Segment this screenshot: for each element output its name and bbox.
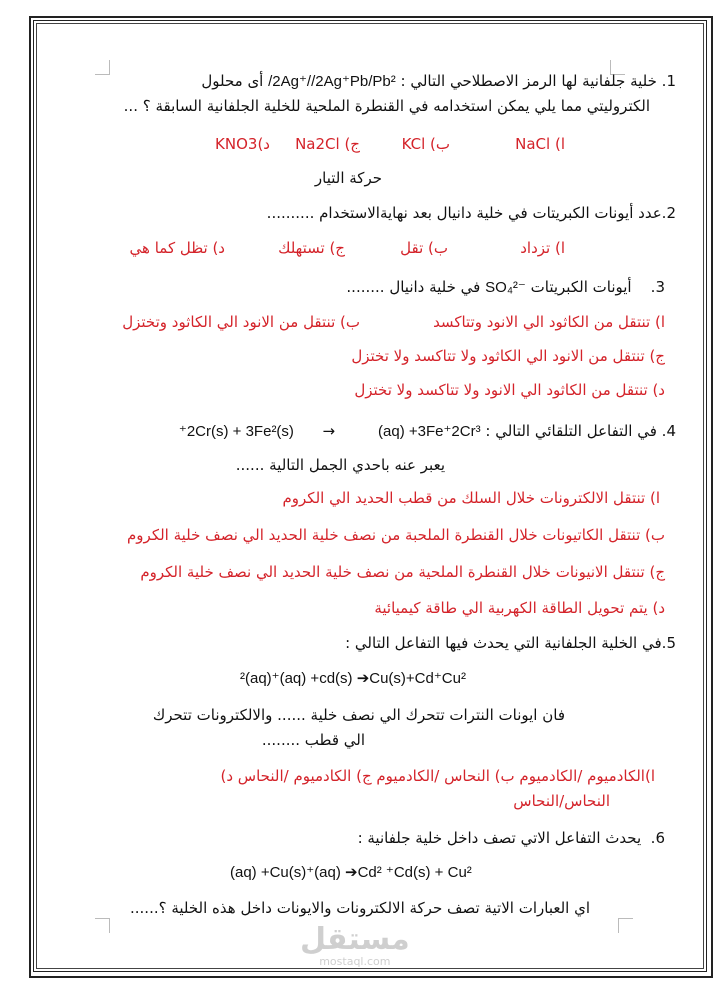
option-c[interactable]: ج) تنتقل من الانود الي الكاثود ولا تتاكسد ولا تختزل xyxy=(351,347,665,365)
question-text: أى محلول xyxy=(201,72,264,90)
watermark-url: mostaql.com xyxy=(319,955,391,968)
option-d[interactable]: د)KNO3 xyxy=(215,135,270,153)
option-c[interactable]: ج) تستهلك xyxy=(278,239,345,257)
question-text: في التفاعل التلقائي التالي : xyxy=(485,422,657,440)
question-2 xyxy=(267,202,676,224)
equation: (aq) +Cu(s)⁺(aq) ➔Cd² ⁺Cd(s) + Cu² xyxy=(230,864,472,881)
question-number: 2. xyxy=(661,204,676,222)
option-b[interactable]: ب) KCl xyxy=(401,135,450,153)
question-5 xyxy=(345,632,676,654)
note-text: حركة التيار xyxy=(314,169,382,187)
question-1 xyxy=(201,70,676,93)
question-number: 5. xyxy=(661,634,676,652)
option-a[interactable]: ا) NaCl xyxy=(515,135,565,153)
cell-notation: /2Ag⁺//2Ag⁺Pb/Pb² xyxy=(268,73,396,90)
option-d[interactable]: د) تنتقل من الكاثود الي الانود ولا تتاكسد ولا تختزل xyxy=(354,381,665,399)
margin-mark xyxy=(95,60,110,75)
equation: ²(aq)⁺(aq) +cd(s) ➔Cu(s)+Cd⁺Cu² xyxy=(240,670,466,687)
question-text: يحدث التفاعل الاتي تصف داخل خلية جلفانية : xyxy=(357,829,642,847)
arrow-icon: → xyxy=(322,422,336,440)
equation-part: (aq) +3Fe⁺2Cr³ xyxy=(378,423,481,440)
question-text: في خلية دانيال ........ xyxy=(346,278,481,296)
question-text: فان ايونات النترات تتحرك الي نصف خلية ...... والالكترونات تتحرك xyxy=(152,706,565,724)
question-text: أيونات الكبريتات xyxy=(530,278,632,296)
option-c[interactable]: ج) Na2Cl xyxy=(295,135,360,153)
question-number: 6. xyxy=(650,829,665,847)
equation-part: ⁺2Cr(s) + 3Fe²(s) xyxy=(178,423,294,440)
option-b[interactable]: ب) تنتقل الكاتيونات خلال القنطرة الملحبة من نصف خلية الحديد الي نصف خلية الكروم xyxy=(127,526,665,544)
question-4 xyxy=(179,420,676,443)
formula: SO₄²⁻ xyxy=(485,279,526,296)
option-a[interactable]: ا) تنتقل الالكترونات خلال السلك من قطب الحديد الي الكروم xyxy=(282,489,660,507)
margin-mark xyxy=(95,918,110,933)
question-text: الكتروليتي مما يلي يمكن استخدامه في القنطرة الملحية للخلية الجلفانية السابقة ؟ ... xyxy=(123,97,650,115)
option-a[interactable]: ا) تزداد xyxy=(520,239,565,257)
option-d[interactable]: د) تظل كما هي xyxy=(129,239,225,257)
question-3 xyxy=(346,276,665,299)
question-number: 1. xyxy=(661,72,676,90)
question-text: عدد أيونات الكبريتات في خلية دانيال بعد نهايةالاستخدام .......... xyxy=(266,204,662,222)
option-a[interactable]: ا) تنتقل من الكاثود الي الانود وتتاكسد xyxy=(433,313,665,331)
question-text: يعبر عنه باحدي الجمل التالية ...... xyxy=(235,456,445,474)
option-b[interactable]: ب) تقل xyxy=(400,239,448,257)
options[interactable]: ا)الكادميوم /الكادميوم ب) النحاس /الكادميوم ج) الكادميوم /النحاس د) xyxy=(220,767,655,785)
option-d[interactable]: د) يتم تحويل الطاقة الكهربية الي طاقة كيميائية xyxy=(374,599,665,617)
watermark-logo: مستقل xyxy=(300,922,410,957)
option-c[interactable]: ج) تنتقل الانيونات خلال القنطرة الملحية من نصف خلية الحديد الي نصف خلية الكروم xyxy=(140,563,665,581)
question-number: 3. xyxy=(650,278,665,296)
question-text: خلية جلفانية لها الرمز الاصطلاحي التالي : xyxy=(400,72,657,90)
option-b[interactable]: ب) تنتقل من الانود الي الكاثود وتختزل xyxy=(122,313,360,331)
question-text: الي قطب ........ xyxy=(261,731,365,749)
watermark xyxy=(300,922,410,968)
question-text: اي العبارات الاتية تصف حركة الالكترونات والايونات داخل هذه الخلية ؟...... xyxy=(130,899,590,917)
options-continued[interactable]: النحاس/النحاس xyxy=(513,792,610,810)
margin-mark xyxy=(618,918,633,933)
question-6 xyxy=(358,827,665,849)
question-number: 4. xyxy=(661,422,676,440)
question-text: في الخلية الجلفانية التي يحدث فيها التفاعل التالي : xyxy=(345,634,662,652)
